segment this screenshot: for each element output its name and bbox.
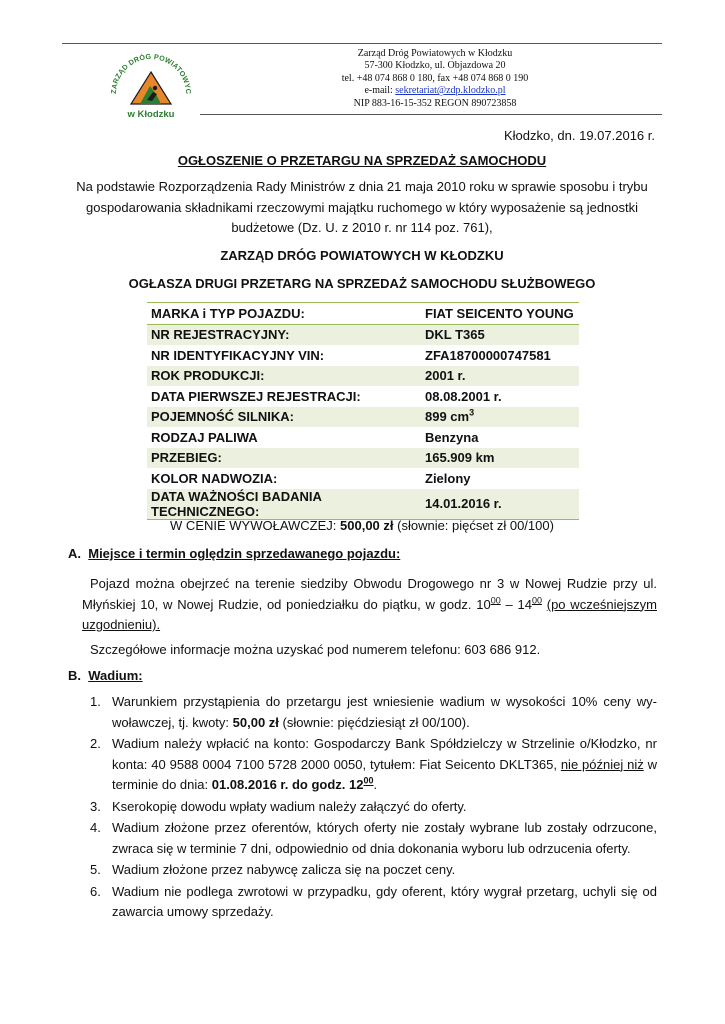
list-item: 2. Wadium należy wpłacić na konto: Gospodarczy Bank Spółdzielczy w Strzelinie o/Kłodzko, nr konta: 40 9588 0004 7100 5728 2000 0050, tytułem: Fiat Seicento DKLT365, nie później niż w terminie do dnia: 01.08.2016 r. do godz. $12^{00}$.: [90, 736, 658, 792]
table-row: ROK PRODUKCJI: 2001 r.: [147, 366, 579, 387]
table-row: RODZAJ PALIWA Benzyna: [151, 429, 479, 445]
section-b-heading: B. Wadium:: [68, 668, 143, 683]
org-nip-regon: NIP 883-16-15-352 REGON 890723858: [353, 97, 517, 109]
wadium-list: [82, 692, 657, 924]
table-row: PRZEBIEG: 165.909 km: [147, 448, 579, 469]
announce-heading: OGŁASZA DRUGI PRZETARG NA SPRZEDAŻ SAMOCHODU SŁUŻBOWEGO: [128, 276, 596, 291]
list-item: 5. Wadium złożone przez nabywcę zalicza się na poczet ceny.: [90, 862, 456, 877]
zdp-logo: [104, 48, 198, 120]
table-row: KOLOR NADWOZIA: Zielony: [151, 470, 471, 486]
table-row: NR REJESTRACYJNY: DKL T365: [147, 324, 579, 345]
header-bottom-rule: [200, 114, 662, 115]
list-item: 3. Kserokopię dowodu wpłaty wadium należy załączyć do oferty.: [90, 798, 467, 814]
document-title: OGŁOSZENIE O PRZETARGU NA SPRZEDAŻ SAMOCHODU: [177, 153, 547, 168]
list-item: 1. Warunkiem przystąpienia do przetargu jest wniesienie wadium w wysokości 10% ceny wywoławczej, tj. kwoty: 50,00 zł (słownie: pięćdziesiąt zł 00/100).: [90, 694, 657, 730]
starting-price: W CENIE WYWOŁAWCZEJ: 500,00 zł (słownie: pięćset zł 00/100): [170, 518, 554, 533]
table-row: MARKA i TYP POJAZDU: FIAT SEICENTO YOUNG: [147, 303, 579, 325]
list-item: 4. Wadium złożone przez oferentów, których oferty nie zostały wybrane lub zostały odrzucone, zwraca się w terminie 7 dni, odpowiednio od dnia dokonania wyboru lub odrzucenia oferty.: [90, 820, 657, 856]
org-email-line: e-mail: sekretariat@zdp.klodzko.pl: [364, 85, 506, 97]
org-heading: ZARZĄD DRÓG POWIATOWYCH W KŁODZKU: [220, 248, 504, 263]
org-phone: tel. +48 074 868 0 180, fax +48 074 868 0 190: [341, 72, 529, 84]
section-a-paragraph: Pojazd można obejrzeć na terenie siedziby Obwodu Drogowego nr 3 w Nowej Rudzie przy ul. Młyńskiej 10, w Nowej Rudzie, od poniedziałku do piątku, w godz. $10^{00} - 14^{00}$ (po wcześniejszym uzgodnieniu).: [82, 576, 657, 632]
logo-bottom-text: w Kłodzku: [127, 109, 175, 120]
org-name: Zarząd Dróg Powiatowych w Kłodzku: [357, 48, 513, 59]
vehicle-details-table: [147, 302, 579, 520]
table-row: POJEMNOŚĆ SILNIKA: 899 $cm^3$: [147, 407, 579, 428]
org-address: 57-300 Kłodzko, ul. Objazdowa 20: [364, 60, 506, 72]
table-row: NR IDENTYFIKACYJNY VIN: ZFA18700000747581: [151, 347, 551, 363]
header-contact-block: [300, 48, 570, 110]
table-row: DATA PIERWSZEJ REJESTRACJI: 08.08.2001 r.: [151, 388, 502, 404]
section-a-heading: A. Miejsce i termin oględzin sprzedawanego pojazdu:: [68, 546, 401, 561]
date-line: Kłodzko, dn. 19.07.2016 r.: [503, 128, 655, 143]
legal-basis-paragraph: Na podstawie Rozporządzenia Rady Ministrów z dnia 21 maja 2010 roku w sprawie sposobu i trybu gospodarowania składnikami rzeczowymi majątku ruchomego w który wyposażenie są jednostki budżetowe (Dz. U. z 2010 r. nr 114 poz. 761),: [76, 179, 648, 235]
header-top-rule: [62, 43, 662, 44]
table-row: DATA WAŻNOŚCI BADANIA TECHNICZNEGO: 14.01.2016 r.: [147, 489, 579, 520]
email-link[interactable]: sekretariat@zdp.klodzko.pl: [395, 85, 506, 97]
logo-arc-text: ZARZĄD DRÓG POWIATOWYC: [108, 51, 194, 95]
section-a-contact: Szczegółowe informacje można uzyskać pod numerem telefonu: 603 686 912.: [90, 642, 541, 657]
list-item: 6. Wadium nie podlega zwrotowi w przypadku, gdy oferent, który wygrał przetarg, uchyli się od zawarcia umowy sprzedaży.: [90, 883, 657, 919]
